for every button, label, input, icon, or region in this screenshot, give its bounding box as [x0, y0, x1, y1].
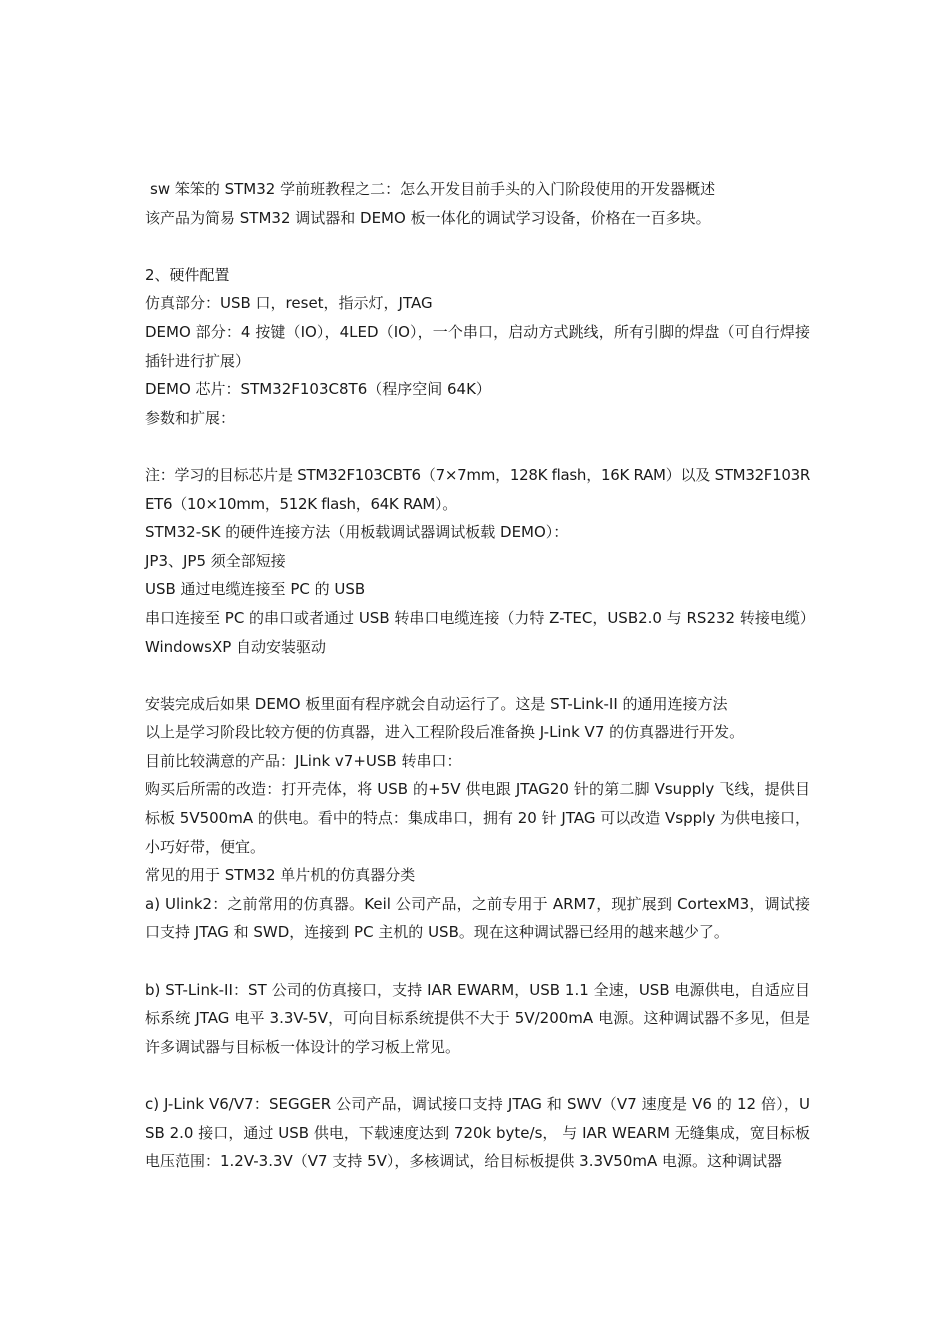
hw-chip-text: DEMO 芯片：STM32F103C8T6（程序空间 64K） — [145, 380, 491, 399]
note-paragraph: 注：学习的目标芯片是 STM32F103CBT6（7×7mm，128K flash，16K RAM）以及 STM32F103RET6（10×10mm，512K flash，64K RAM）。 — [145, 465, 810, 513]
hw-emulation-text: 仿真部分：USB 口，reset，指示灯，JTAG — [145, 294, 433, 313]
spacer — [145, 661, 810, 690]
satisfied-text: 目前比较满意的产品：JLink v7+USB 转串口： — [145, 751, 462, 770]
connect-driver-text: WindowsXP 自动安装驱动 — [145, 637, 327, 656]
params-text: 参数和扩展： — [145, 408, 236, 427]
connect-title: STM32-SK 的硬件连接方法（用板载调试器调试板载 DEMO）： — [145, 523, 569, 542]
intro-paragraph: 该产品为简易 STM32 调试器和 DEMO 板一体化的调试学习设备，价格在一百多块。 — [145, 208, 711, 227]
document-title: sw 笨笨的 STM32 学前班教程之二：怎么开发目前手头的入门阶段使用的开发器概述 — [150, 180, 716, 198]
spacer — [145, 947, 810, 976]
item-c-paragraph: c) J-Link V6/V7：SEGGER 公司产品，调试接口支持 JTAG 和 SWV（V7 速度是 V6 的 12 倍），USB 2.0 接口，通过 USB 供电，下载速度达到 720k byte/s， 与 IAR WEARM 无缝集成，宽目标板电压范围：1.2V-3.3V（V7 支持 5V），多核调试，给目标板提供 3.3V50mA 电源。这种调试器 — [145, 1095, 810, 1171]
section-heading: 2、硬件配置 — [145, 265, 230, 284]
category-title: 常见的用于 STM32 单片机的仿真器分类 — [145, 866, 416, 885]
connect-usb-text: USB 通过电缆连接至 PC 的 USB — [145, 580, 366, 599]
item-b-paragraph: b) ST-Link-II：ST 公司的仿真接口，支持 IAR EWARM，USB 1.1 全速，USB 电源供电，自适应目标系统 JTAG 电平 3.3V-5V，可向目标系统提供不大于 5V/200mA 电源。这种调试器不多见，但是许多调试器与目标板一体设计的学习板上常见。 — [145, 980, 810, 1056]
spacer — [145, 432, 810, 461]
summary-text: 以上是学习阶段比较方便的仿真器，进入工程阶段后准备换 J-Link V7 的仿真器进行开发。 — [145, 723, 745, 742]
connect-jp-text: JP3、JP5 须全部短接 — [145, 551, 286, 570]
document-body — [145, 175, 815, 1176]
spacer — [145, 232, 810, 261]
after-install-text: 安装完成后如果 DEMO 板里面有程序就会自动运行了。这是 ST-Link-II 的通用连接方法 — [145, 694, 728, 713]
connect-serial-text: 串口连接至 PC 的串口或者通过 USB 转串口电缆连接（力特 Z-TEC，USB2.0 与 RS232 转接电缆） — [145, 608, 815, 627]
spacer — [145, 1061, 810, 1090]
item-a-paragraph: a) Ulink2：之前常用的仿真器。Keil 公司产品，之前专用于 ARM7，现扩展到 CortexM3，调试接口支持 JTAG 和 SWD，连接到 PC 主机的 USB。现在这种调试器已经用的越来越少了。 — [145, 894, 810, 942]
modification-paragraph: 购买后所需的改造：打开壳体，将 USB 的+5V 供电跟 JTAG20 针的第二脚 Vsupply 飞线，提供目标板 5V500mA 的供电。看中的特点：集成串口，拥有 20 针 JTAG 可以改造 Vspply 为供电接口，小巧好带，便宜。 — [145, 780, 810, 856]
hw-demo-text: DEMO 部分：4 按键（IO），4LED（IO），一个串口，启动方式跳线，所有引脚的焊盘（可自行焊接插针进行扩展） — [145, 322, 810, 370]
